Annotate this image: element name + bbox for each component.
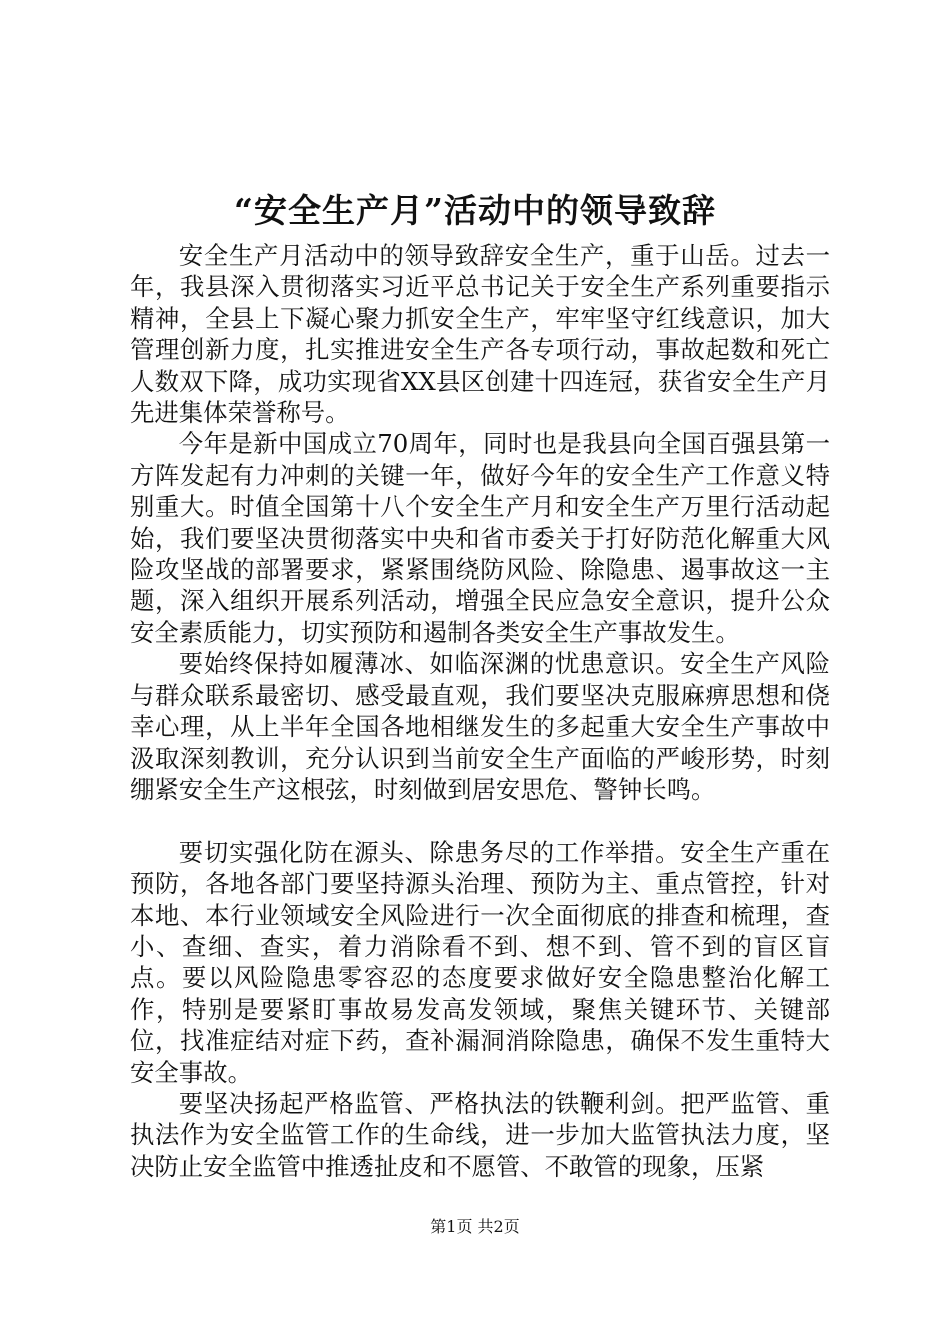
document-title: “安全生产月”活动中的领导致辞 — [234, 191, 716, 230]
paragraph-1: 安全生产月活动中的领导致辞安全生产，重于山岳。过去一年，我县深入贯彻落实习近平总书记关于安全生产系列重要指示精神，全县上下凝心聚力抓安全生产，牢牢坚守红线意识，加大管理创新力度，扎实推进安全生产各专项行动，事故起数和死亡人数双下降，成功实现省XX县区创建十四连冠，获省安全生产月先进集体荣誉称号。 — [130, 241, 830, 428]
page-number-footer: 第1页 共2页 — [430, 1217, 520, 1236]
document-body — [130, 240, 830, 1182]
blank-line — [130, 805, 830, 836]
paragraph-4: 要切实强化防在源头、除患务尽的工作举措。安全生产重在预防，各地各部门要坚持源头治理、预防为主、重点管控，针对本地、本行业领域安全风险进行一次全面彻底的排查和梳理，查小、查细、查实，着力消除看不到、想不到、管不到的盲区盲点。要以风险隐患零容忍的态度要求做好安全隐患整治化解工作，特别是要紧盯事故易发高发领域，聚焦关键环节、关键部位，找准症结对症下药，查补漏洞消除隐患，确保不发生重特大安全事故。 — [130, 837, 830, 1087]
paragraph-5: 要坚决扬起严格监管、严格执法的铁鞭利剑。把严监管、重执法作为安全监管工作的生命线，进一步加大监管执法力度，坚决防止安全监管中推透扯皮和不愿管、不敢管的现象，压紧 — [130, 1088, 830, 1181]
paragraph-3: 要始终保持如履薄冰、如临深渊的忧患意识。安全生产风险与群众联系最密切、感受最直观，我们要坚决克服麻痹思想和侥幸心理，从上半年全国各地相继发生的多起重大安全生产事故中汲取深刻教训，充分认识到当前安全生产面临的严峻形势，时刻绷紧安全生产这根弦，时刻做到居安思危、警钟长鸣。 — [130, 649, 830, 804]
paragraph-2: 今年是新中国成立70周年，同时也是我县向全国百强县第一方阵发起有力冲刺的关键一年，做好今年的安全生产工作意义特别重大。时值全国第十八个安全生产月和安全生产万里行活动起始，我们要坚决贯彻落实中央和省市委关于打好防范化解重大风险攻坚战的部署要求，紧紧围绕防风险、除隐患、遏事故这一主题，深入组织开展系列活动，增强全民应急安全意识，提升公众安全素质能力，切实预防和遏制各类安全生产事故发生。 — [130, 429, 830, 647]
